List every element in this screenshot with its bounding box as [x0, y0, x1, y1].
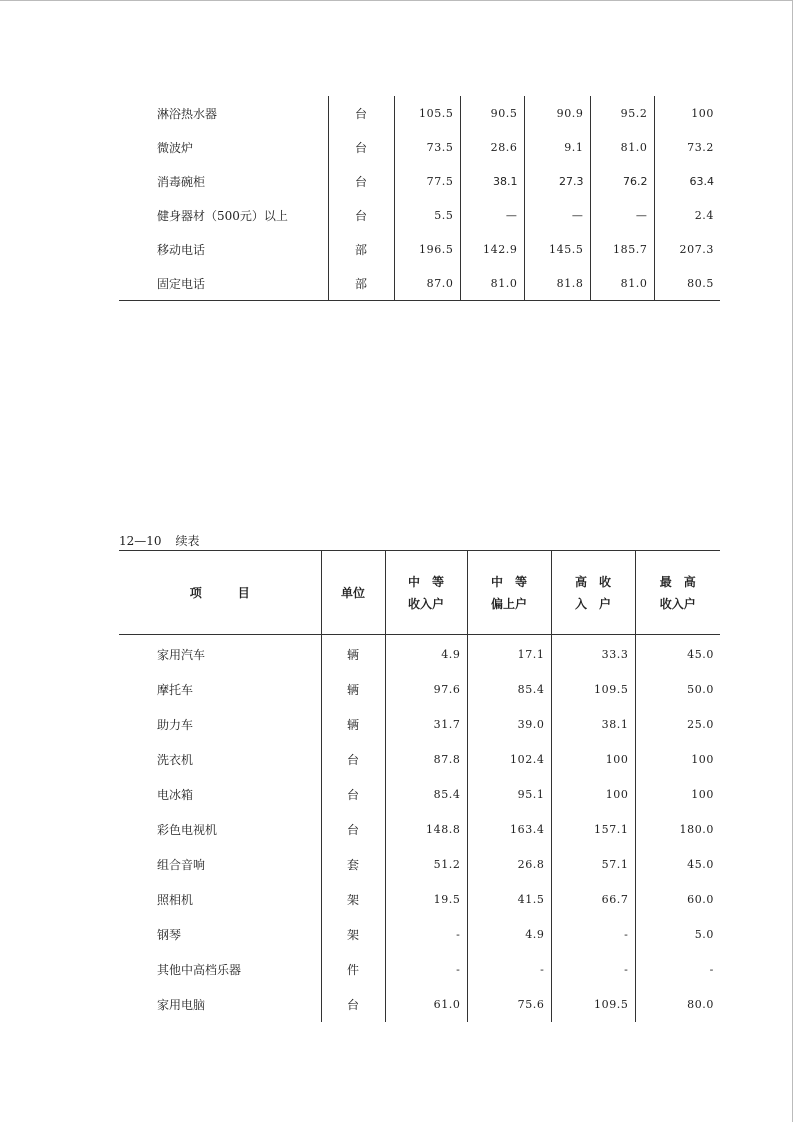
row-value: 4.9: [467, 917, 551, 952]
header-item: 项 目: [119, 551, 321, 635]
row-item-name: 健身器材（500元）以上: [157, 208, 288, 223]
row-unit: 台: [321, 742, 385, 777]
row-item-name: 消毒碗柜: [157, 174, 206, 189]
row-value: 26.8: [467, 847, 551, 882]
table-header-row: [119, 551, 720, 635]
row-item-name: 电冰箱: [157, 788, 194, 802]
row-value: 73.5: [394, 130, 460, 164]
row-item-name: 摩托车: [157, 683, 194, 697]
row-value: 19.5: [385, 882, 467, 917]
row-value: 73.2: [654, 130, 720, 164]
row-value: 142.9: [460, 232, 524, 266]
row-value: 50.0: [635, 672, 720, 707]
row-value: 80.5: [654, 266, 720, 301]
table-row: [119, 882, 720, 917]
header-line: 入 户: [574, 596, 611, 611]
header-col-highest-income: [635, 551, 720, 635]
row-value: 81.0: [460, 266, 524, 301]
row-value: 57.1: [551, 847, 635, 882]
row-unit: 架: [321, 917, 385, 952]
row-value: 17.1: [467, 635, 551, 673]
header-line: 高 收: [574, 574, 611, 589]
row-item-name: 家用电脑: [157, 998, 206, 1012]
row-unit: 辆: [321, 672, 385, 707]
header-col-high-income: [551, 551, 635, 635]
row-value: 90.9: [524, 96, 590, 130]
table-row: [119, 635, 720, 673]
row-item-name: 微波炉: [157, 140, 194, 155]
row-item-name: 助力车: [157, 718, 194, 732]
row-item-name: 彩色电视机: [157, 823, 218, 837]
header-line: 收入户: [407, 596, 444, 611]
table-row: [119, 266, 720, 301]
row-unit: 台: [321, 987, 385, 1022]
row-value: 81.0: [590, 130, 654, 164]
row-unit: 辆: [321, 707, 385, 742]
row-value: -: [467, 952, 551, 987]
household-durables-table-bottom: [119, 550, 720, 1022]
row-value: 100: [551, 777, 635, 812]
header-line: 中 等: [490, 574, 527, 589]
row-value: 95.1: [467, 777, 551, 812]
row-value: 81.8: [524, 266, 590, 301]
table-row: [119, 987, 720, 1022]
row-value: 100: [551, 742, 635, 777]
table-row: [119, 198, 720, 232]
header-col-middle-income: [385, 551, 467, 635]
row-item-name: 移动电话: [157, 242, 206, 257]
row-value: 87.8: [385, 742, 467, 777]
row-item-name: 照相机: [157, 893, 194, 907]
row-value: -: [551, 952, 635, 987]
row-value: 196.5: [394, 232, 460, 266]
header-line: 收入户: [659, 596, 696, 611]
row-unit: 台: [328, 130, 394, 164]
header-line: 偏上户: [490, 596, 527, 611]
row-value: 38.1: [551, 707, 635, 742]
row-value: 145.5: [524, 232, 590, 266]
table-row: [119, 232, 720, 266]
header-col-upper-middle-income: [467, 551, 551, 635]
row-value: 109.5: [551, 672, 635, 707]
row-value: 90.5: [460, 96, 524, 130]
table-row: [119, 130, 720, 164]
table-row: [119, 742, 720, 777]
row-item-name: 组合音响: [157, 858, 206, 872]
row-value: 97.6: [385, 672, 467, 707]
row-value: 45.0: [635, 847, 720, 882]
table-row: [119, 812, 720, 847]
row-unit: 套: [321, 847, 385, 882]
row-value: 81.0: [590, 266, 654, 301]
row-unit: 台: [321, 777, 385, 812]
row-value: 102.4: [467, 742, 551, 777]
row-value: 95.2: [590, 96, 654, 130]
row-value: 77.5: [394, 164, 460, 198]
row-item-name: 淋浴热水器: [157, 106, 218, 121]
row-value: 4.9: [385, 635, 467, 673]
row-unit: 部: [328, 232, 394, 266]
row-item-name: 其他中高档乐器: [157, 963, 242, 977]
table-row: [119, 917, 720, 952]
row-value: 31.7: [385, 707, 467, 742]
row-unit: 辆: [321, 635, 385, 673]
table-row: [119, 672, 720, 707]
row-unit: 件: [321, 952, 385, 987]
row-value: -: [635, 952, 720, 987]
row-unit: 台: [321, 812, 385, 847]
row-value: 9.1: [524, 130, 590, 164]
row-value: 33.3: [551, 635, 635, 673]
row-item-name: 固定电话: [119, 266, 328, 301]
row-value: —: [460, 198, 524, 232]
row-value: 157.1: [551, 812, 635, 847]
table-row: [119, 777, 720, 812]
row-value: 109.5: [551, 987, 635, 1022]
row-value: -: [551, 917, 635, 952]
row-item-name: 家用汽车: [157, 648, 206, 662]
table-row: [119, 952, 720, 987]
row-item-name: 洗衣机: [157, 753, 194, 767]
row-value: 2.4: [654, 198, 720, 232]
row-value: 100: [635, 742, 720, 777]
row-value: 41.5: [467, 882, 551, 917]
table-row: [119, 164, 720, 198]
row-value: 25.0: [635, 707, 720, 742]
header-line: 最 高: [659, 574, 696, 589]
row-value: 38.1: [460, 164, 524, 198]
row-value: 100: [635, 777, 720, 812]
row-value: 80.0: [635, 987, 720, 1022]
row-value: 66.7: [551, 882, 635, 917]
row-value: 60.0: [635, 882, 720, 917]
page-top-edge: [0, 0, 793, 1]
row-value: —: [524, 198, 590, 232]
row-value: -: [385, 952, 467, 987]
row-value: 51.2: [385, 847, 467, 882]
table-caption: [119, 532, 214, 549]
row-value: 85.4: [467, 672, 551, 707]
row-unit: 部: [328, 266, 394, 301]
row-item-name: 钢琴: [157, 928, 182, 942]
row-value: 100: [654, 96, 720, 130]
row-value: 148.8: [385, 812, 467, 847]
row-value: 28.6: [460, 130, 524, 164]
row-unit: 台: [328, 164, 394, 198]
row-unit: 台: [328, 96, 394, 130]
row-value: 105.5: [394, 96, 460, 130]
row-value: 5.0: [635, 917, 720, 952]
row-value: -: [385, 917, 467, 952]
header-unit: 单位: [321, 551, 385, 635]
table-row: [119, 96, 720, 130]
row-value: 39.0: [467, 707, 551, 742]
row-value: 63.4: [654, 164, 720, 198]
row-value: 85.4: [385, 777, 467, 812]
table-caption-text: 续表: [175, 534, 200, 548]
table-number: 12—10: [119, 534, 162, 548]
row-value: 163.4: [467, 812, 551, 847]
row-unit: 架: [321, 882, 385, 917]
row-unit: 台: [328, 198, 394, 232]
row-value: —: [590, 198, 654, 232]
row-value: 207.3: [654, 232, 720, 266]
table-row: [119, 707, 720, 742]
row-value: 61.0: [385, 987, 467, 1022]
row-value: 27.3: [524, 164, 590, 198]
household-durables-table-top: [119, 96, 720, 301]
row-value: 185.7: [590, 232, 654, 266]
row-value: 76.2: [590, 164, 654, 198]
row-value: 87.0: [394, 266, 460, 301]
row-value: 75.6: [467, 987, 551, 1022]
header-line: 中 等: [407, 574, 444, 589]
row-value: 5.5: [394, 198, 460, 232]
row-value: 45.0: [635, 635, 720, 673]
table-row: [119, 847, 720, 882]
row-value: 180.0: [635, 812, 720, 847]
